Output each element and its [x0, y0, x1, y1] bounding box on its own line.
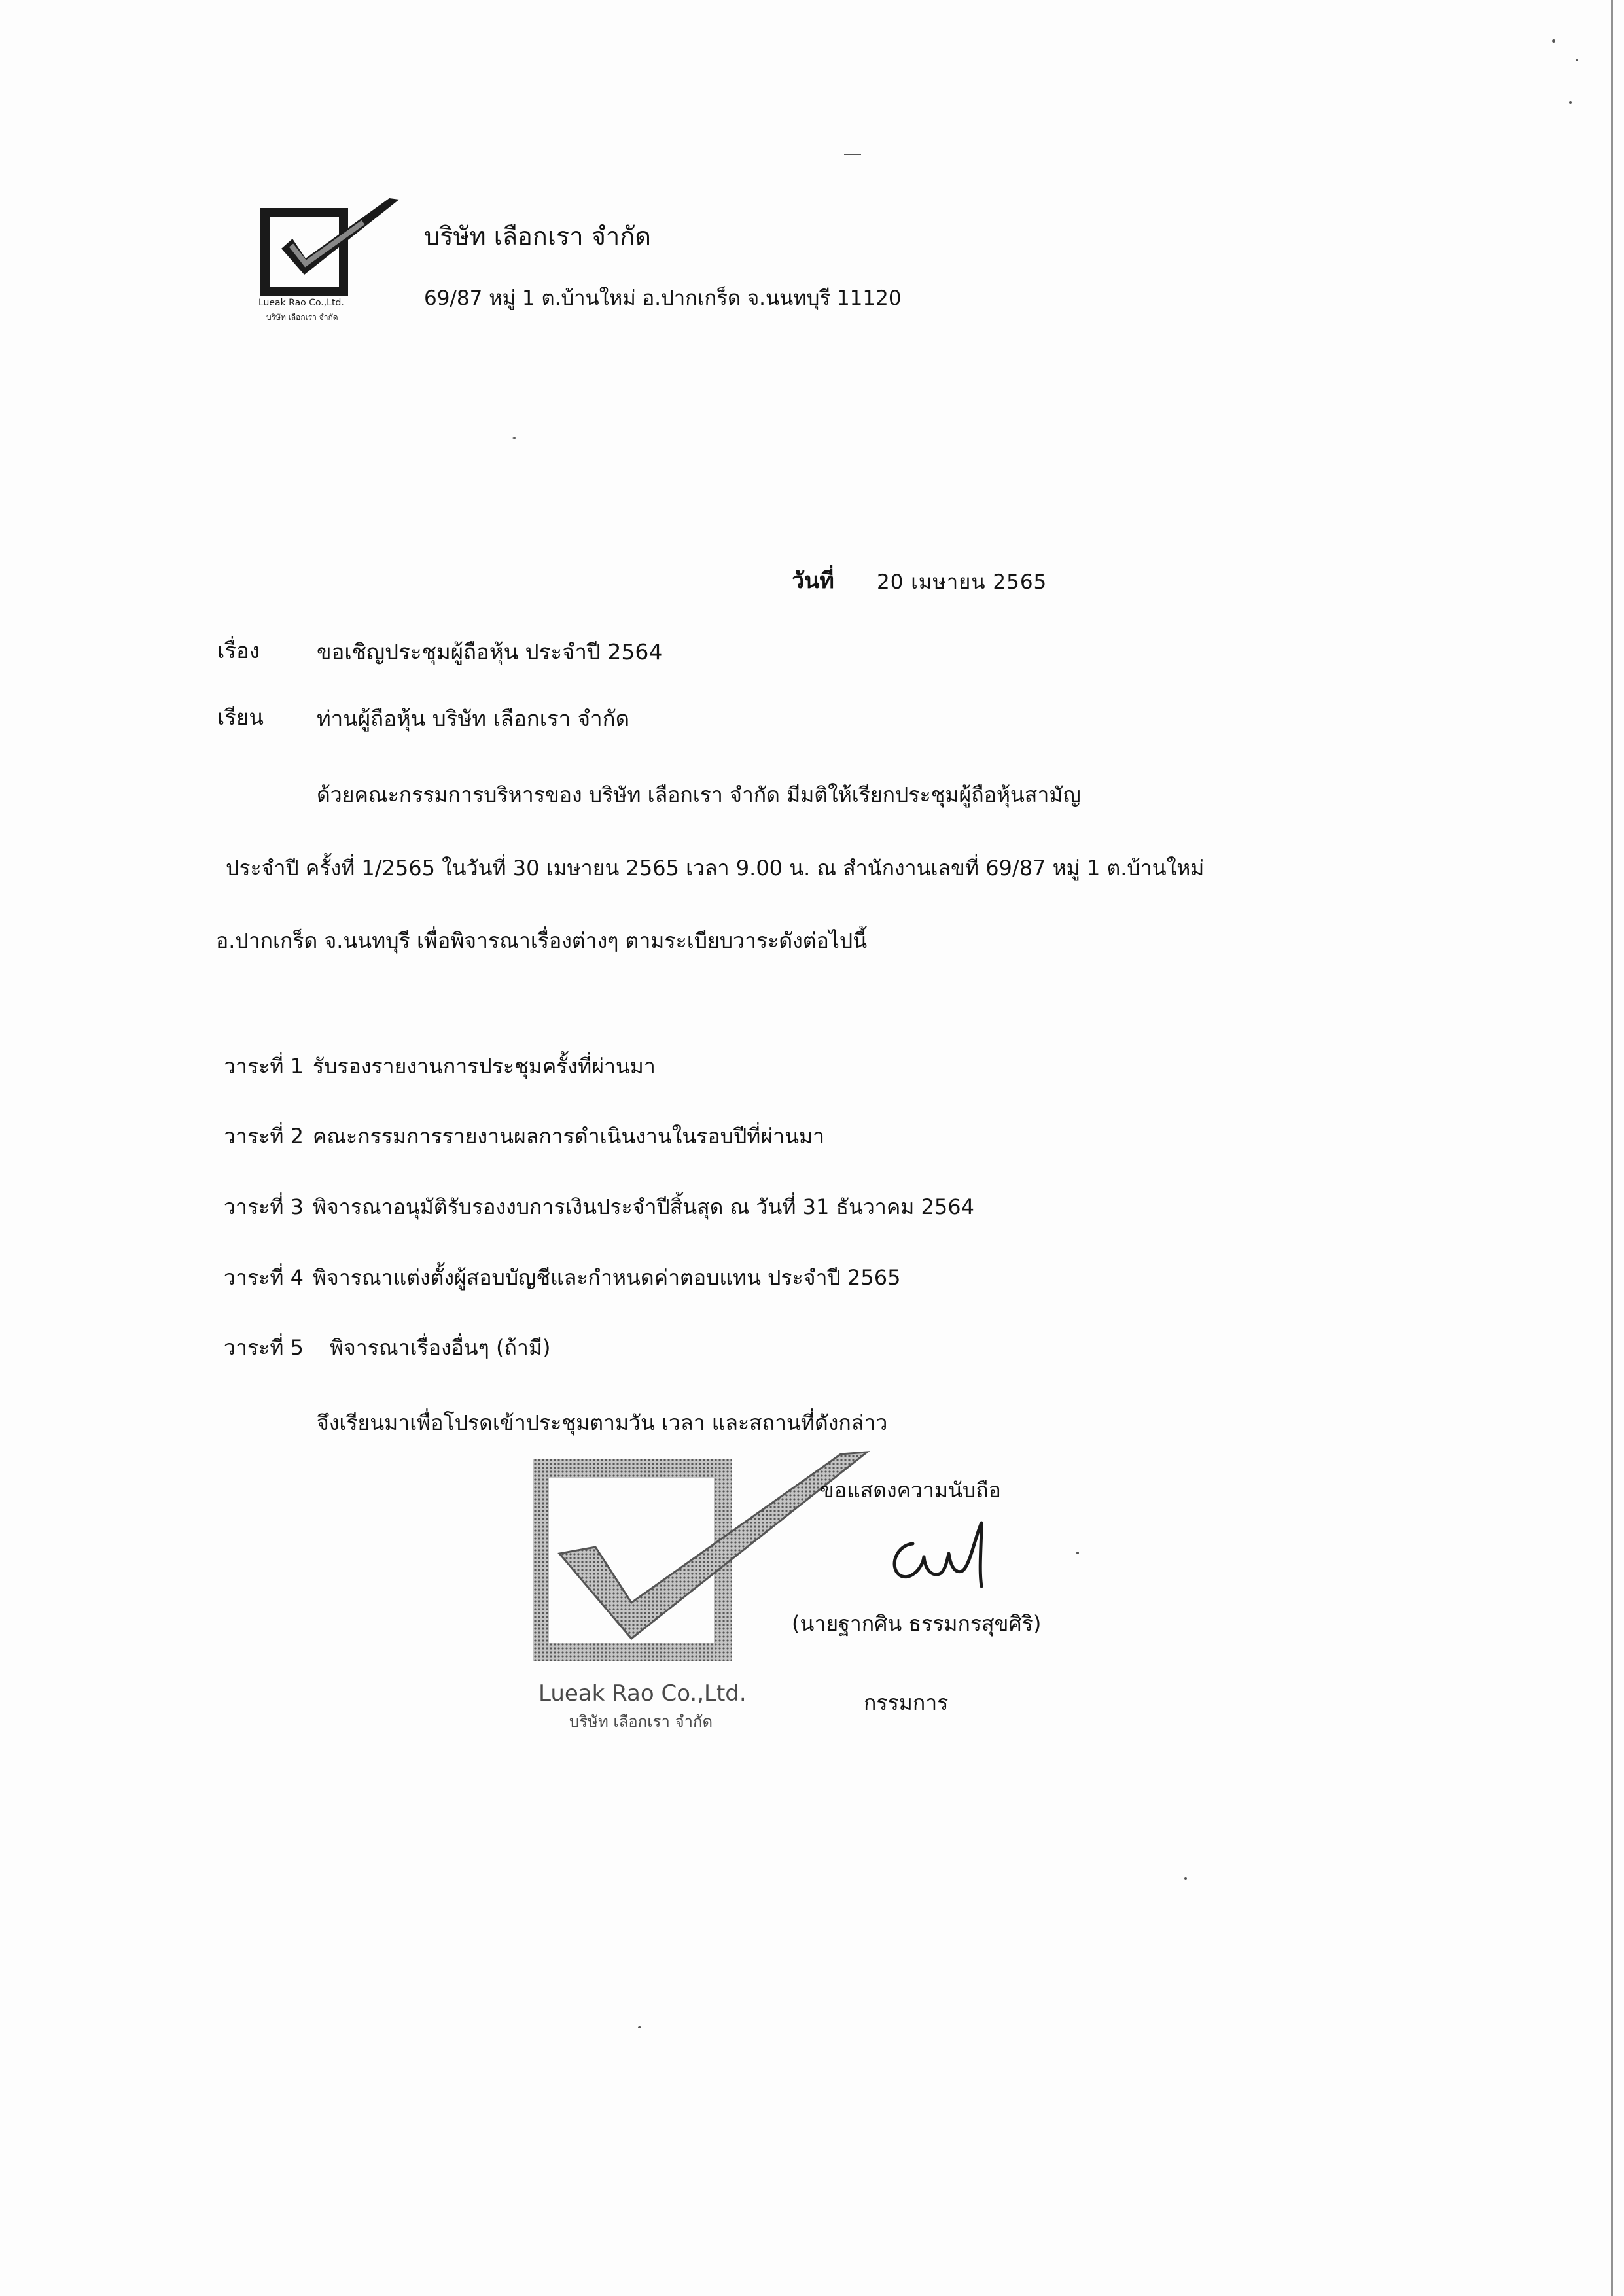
body-paragraph-line-1: ด้วยคณะกรรมการบริหารของ บริษัท เลือกเรา จำกัด มีมติให้เรียกประชุมผู้ถือหุ้นสามัญ — [317, 782, 1081, 807]
signature-stroke — [894, 1523, 981, 1586]
logo-text-th: บริษัท เลือกเรา จำกัด — [266, 313, 338, 322]
scan-speck — [1576, 59, 1578, 61]
scan-speck — [512, 437, 516, 439]
logo-text-en: Lueak Rao Co.,Ltd. — [258, 298, 344, 308]
subject-text: ขอเชิญประชุมผู้ถือหุ้น ประจำปี 2564 — [317, 639, 663, 665]
scan-speck — [1569, 101, 1572, 104]
body-paragraph-line-3: อ.ปากเกร็ด จ.นนทบุรี เพื่อพิจารณาเรื่องต่างๆ ตามระเบียบวาระดังต่อไปนี้ — [216, 928, 868, 953]
scan-speck — [1076, 1552, 1079, 1554]
stamp-text-th: บริษัท เลือกเรา จำกัด — [569, 1713, 713, 1731]
agenda-text: พิจารณาแต่งตั้งผู้สอบบัญชีและกำหนดค่าตอบแทน ประจำปี 2565 — [312, 1265, 901, 1290]
scan-edge-line — [1611, 0, 1613, 2296]
scan-speck — [638, 2026, 641, 2028]
signer-name: (นายฐากศิน ธรรมกรสุขศิริ) — [792, 1611, 1042, 1636]
date-label: วันที่ — [792, 568, 834, 594]
recipient-text: ท่านผู้ถือหุ้น บริษัท เลือกเรา จำกัด — [317, 706, 630, 731]
agenda-item-5 — [224, 1331, 550, 1365]
body-paragraph-line-2: ประจำปี ครั้งที่ 1/2565 ในวันที่ 30 เมษายน 2565 เวลา 9.00 น. ณ สำนักงานเลขที่ 69/87 หมู่ 1 ต.บ้านใหม่ — [226, 856, 1205, 880]
agenda-number: วาระที่ 5 — [224, 1335, 304, 1360]
agenda-item-2 — [224, 1120, 824, 1153]
agenda-item-3 — [224, 1191, 974, 1224]
scan-speck — [844, 154, 861, 155]
scan-speck — [1552, 39, 1555, 43]
subject-label: เรื่อง — [217, 638, 260, 663]
scan-speck — [1184, 1877, 1187, 1880]
company-address: 69/87 หมู่ 1 ต.บ้านใหม่ อ.ปากเกร็ด จ.นนทบุรี 11120 — [424, 287, 902, 310]
agenda-text: คณะกรรมการรายงานผลการดำเนินงานในรอบปีที่ผ่านมา — [312, 1124, 825, 1149]
handwritten-signature — [883, 1518, 1021, 1596]
agenda-item-4 — [224, 1261, 900, 1295]
company-logo — [252, 193, 409, 337]
agenda-number: วาระที่ 2 — [224, 1124, 304, 1149]
signer-title: กรรมการ — [864, 1690, 949, 1715]
company-name: บริษัท เลือกเรา จำกัด — [424, 222, 651, 251]
agenda-text: พิจารณาอนุมัติรับรองงบการเงินประจำปีสิ้นสุด ณ วันที่ 31 ธันวาคม 2564 — [312, 1194, 974, 1219]
agenda-item-1 — [224, 1050, 656, 1083]
stamp-text-en: Lueak Rao Co.,Ltd. — [538, 1680, 747, 1707]
agenda-number: วาระที่ 1 — [224, 1054, 304, 1079]
agenda-number: วาระที่ 3 — [224, 1194, 304, 1219]
agenda-text: รับรองรายงานการประชุมครั้งที่ผ่านมา — [312, 1054, 656, 1079]
agenda-text: พิจารณาเรื่องอื่นๆ (ถ้ามี) — [329, 1335, 551, 1360]
recipient-label: เรียน — [217, 704, 264, 730]
regards-line: ขอแสดงความนับถือ — [820, 1478, 1001, 1503]
agenda-number: วาระที่ 4 — [224, 1265, 304, 1290]
date-value: 20 เมษายน 2565 — [877, 570, 1048, 594]
closing-line: จึงเรียนมาเพื่อโปรดเข้าประชุมตามวัน เวลา และสถานที่ดังกล่าว — [317, 1410, 888, 1435]
